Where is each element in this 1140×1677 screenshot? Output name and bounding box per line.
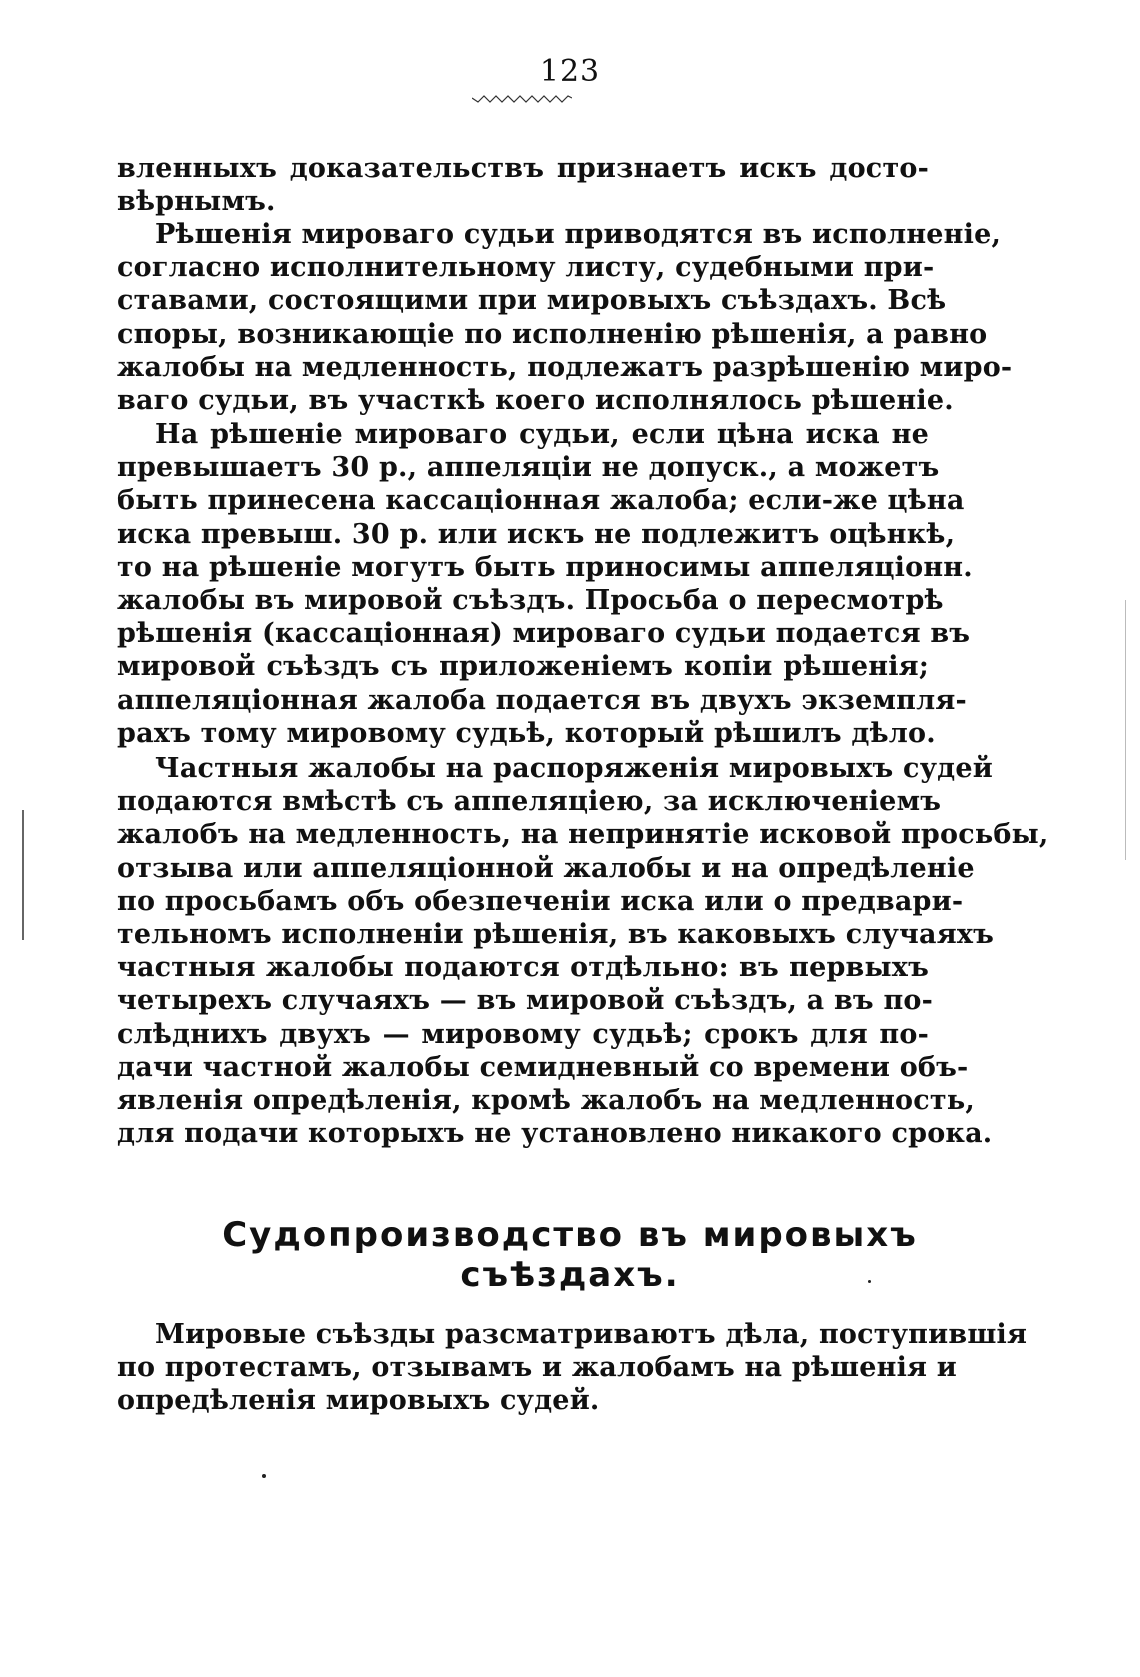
text-line: быть принесена кассаціонная жалоба; если-же цѣна [117,485,965,517]
text-line: тельномъ исполненіи рѣшенія, въ каковыхъ случаяхъ [117,919,995,951]
paragraph-5 [117,1318,1028,1418]
text-line: опредѣленія мировыхъ судей. [117,1385,600,1417]
text-line: частныя жалобы подаются отдѣльно: въ первыхъ [117,952,929,984]
text-line: вѣрнымъ. [117,186,276,218]
text-line: иска превыш. 30 р. или искъ не подлежитъ оцѣнкѣ, [117,518,956,550]
text-line: отзыва или аппеляціонной жалобы и на опредѣленіе [117,852,975,884]
text-line: согласно исполнительному листу, судебными при- [117,252,935,284]
ink-speck [262,1474,266,1478]
text-line: вленныхъ доказательствъ признаетъ искъ досто- [117,153,929,184]
text-line: рахъ тому мировому судьѣ, который рѣшилъ дѣло. [117,717,936,749]
text-line: дачи частной жалобы семидневный со времени объ- [117,1051,969,1083]
text-line: слѣднихъ двухъ — мировому судьѣ; срокъ для по- [117,1018,929,1050]
text-line: превышаетъ 30 р., аппеляціи не допуск., а можетъ [117,452,940,484]
text-line: рѣшенія (кассаціонная) мироваго судьи подается въ [117,618,971,650]
text-line: жалобъ на медленность, на непринятіе исковой просьбы, [117,819,1049,851]
text-line: четырехъ случаяхъ — въ мировой съѣздъ, а въ по- [117,985,934,1017]
text-line: аппеляціонная жалоба подается въ двухъ экземпля- [117,684,967,716]
text-line: ставами, состоящими при мировыхъ съѣздахъ. Всѣ [117,285,947,317]
text-line: явленія опредѣленія, кромѣ жалобъ на медленность, [117,1085,975,1117]
page-number-ornament [472,92,572,104]
text-line: для подачи которыхъ не установлено никакого срока. [117,1118,993,1150]
paragraph-1 [117,152,929,218]
text-line: На рѣшеніе мироваго судьи, если цѣна иска не [155,419,929,450]
text-line: подаются вмѣстѣ съ аппеляціею, за исключеніемъ [117,786,942,818]
paragraph-2 [117,218,1013,417]
ink-speck [868,1280,871,1283]
section-heading-line: съѣздахъ. [460,1255,680,1295]
text-line: жалобы въ мировой съѣздъ. Просьба о пересмотрѣ [117,585,944,617]
text-line: мировой съѣздъ съ приложеніемъ копіи рѣшенія; [117,651,929,683]
text-line: Рѣшенія мироваго судьи приводятся въ исполненіе, [155,219,1002,250]
text-line: ваго судьи, въ участкѣ коего исполнялось рѣшеніе. [117,385,954,417]
section-heading-line: Судопроизводство въ мировыхъ [222,1215,918,1255]
text-line: по просьбамъ объ обезпеченіи иска или о предвари- [117,885,964,917]
text-line: по протестамъ, отзывамъ и жалобамъ на рѣшенія и [117,1352,958,1384]
text-line: то на рѣшеніе могутъ быть приносимы аппеляціонн. [117,551,973,583]
paragraph-4 [117,752,1049,1150]
text-line: споры, возникающіе по исполненію рѣшенія, а равно [117,318,988,350]
text-line: Частныя жалобы на распоряженія мировыхъ судей [155,753,993,784]
margin-scan-mark [22,810,24,940]
margin-scan-mark-right [1125,600,1126,860]
text-line: Мировые съѣзды разсматриваютъ дѣла, поступившія [155,1319,1028,1350]
paragraph-3 [117,418,973,750]
section-heading [0,1215,1140,1295]
page-number: 123 [539,54,601,89]
text-line: жалобы на медленность, подлежатъ разрѣшенію миро- [117,351,1013,383]
